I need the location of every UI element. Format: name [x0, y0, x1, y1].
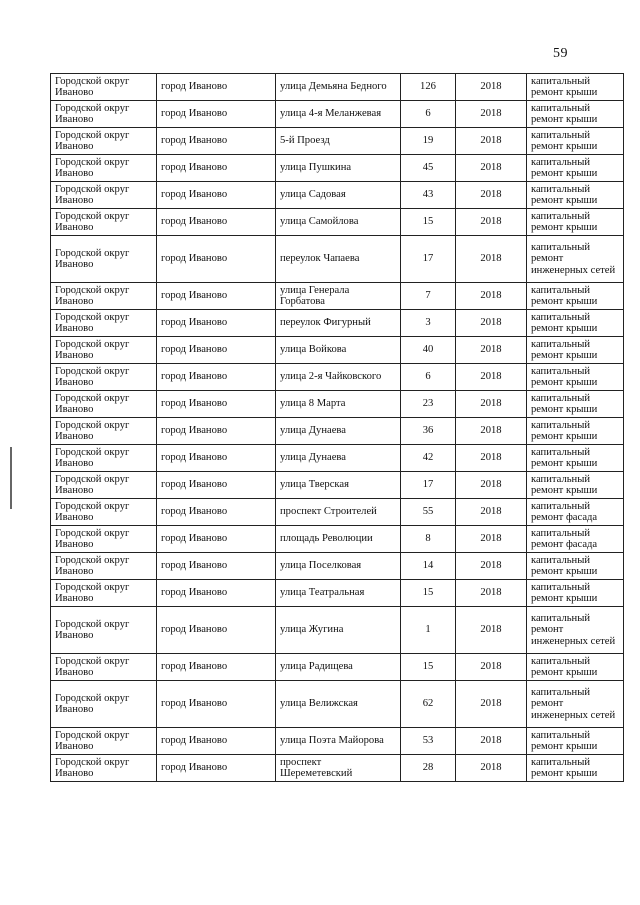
- street-cell: 5-й Проезд: [276, 128, 401, 155]
- street-cell: улица Тверская: [276, 472, 401, 499]
- work-type-cell: капитальный ремонт инженерных сетей: [527, 236, 624, 283]
- street-cell: улица 2-я Чайковского: [276, 364, 401, 391]
- street-cell: переулок Чапаева: [276, 236, 401, 283]
- house-number-cell: 6: [401, 364, 456, 391]
- table-body: [51, 74, 624, 782]
- work-type-cell: капитальный ремонт крыши: [527, 283, 624, 310]
- table-row: [51, 755, 624, 782]
- house-number-cell: 42: [401, 445, 456, 472]
- district-cell: Городской округ Иваново: [51, 283, 157, 310]
- street-cell: улица Дунаева: [276, 445, 401, 472]
- table-row: [51, 209, 624, 236]
- city-cell: город Иваново: [157, 155, 276, 182]
- city-cell: город Иваново: [157, 654, 276, 681]
- district-cell: Городской округ Иваново: [51, 580, 157, 607]
- district-cell: Городской округ Иваново: [51, 74, 157, 101]
- street-cell: улица Поэта Майорова: [276, 728, 401, 755]
- year-cell: 2018: [456, 182, 527, 209]
- table-row: [51, 101, 624, 128]
- city-cell: город Иваново: [157, 101, 276, 128]
- street-cell: улица Велижская: [276, 681, 401, 728]
- year-cell: 2018: [456, 472, 527, 499]
- work-type-cell: капитальный ремонт крыши: [527, 445, 624, 472]
- city-cell: город Иваново: [157, 182, 276, 209]
- house-number-cell: 7: [401, 283, 456, 310]
- table-row: [51, 310, 624, 337]
- year-cell: 2018: [456, 681, 527, 728]
- city-cell: город Иваново: [157, 681, 276, 728]
- work-type-cell: капитальный ремонт крыши: [527, 580, 624, 607]
- table-row: [51, 681, 624, 728]
- year-cell: 2018: [456, 755, 527, 782]
- street-cell: улица Генерала Горбатова: [276, 283, 401, 310]
- house-number-cell: 55: [401, 499, 456, 526]
- work-type-cell: капитальный ремонт крыши: [527, 128, 624, 155]
- year-cell: 2018: [456, 337, 527, 364]
- district-cell: Городской округ Иваново: [51, 607, 157, 654]
- house-number-cell: 43: [401, 182, 456, 209]
- year-cell: 2018: [456, 310, 527, 337]
- year-cell: 2018: [456, 74, 527, 101]
- year-cell: 2018: [456, 364, 527, 391]
- table-row: [51, 728, 624, 755]
- street-cell: переулок Фигурный: [276, 310, 401, 337]
- district-cell: Городской округ Иваново: [51, 236, 157, 283]
- work-type-cell: капитальный ремонт крыши: [527, 728, 624, 755]
- house-number-cell: 6: [401, 101, 456, 128]
- work-type-cell: капитальный ремонт крыши: [527, 337, 624, 364]
- house-number-cell: 14: [401, 553, 456, 580]
- repair-schedule-table: [50, 73, 624, 782]
- street-cell: проспект Строителей: [276, 499, 401, 526]
- work-type-cell: капитальный ремонт крыши: [527, 755, 624, 782]
- work-type-cell: капитальный ремонт инженерных сетей: [527, 681, 624, 728]
- street-cell: улица Пушкина: [276, 155, 401, 182]
- district-cell: Городской округ Иваново: [51, 553, 157, 580]
- work-type-cell: капитальный ремонт крыши: [527, 364, 624, 391]
- house-number-cell: 8: [401, 526, 456, 553]
- district-cell: Городской округ Иваново: [51, 681, 157, 728]
- street-cell: улица Самойлова: [276, 209, 401, 236]
- street-cell: улица Театральная: [276, 580, 401, 607]
- table-row: [51, 337, 624, 364]
- year-cell: 2018: [456, 553, 527, 580]
- table-row: [51, 607, 624, 654]
- district-cell: Городской округ Иваново: [51, 418, 157, 445]
- year-cell: 2018: [456, 236, 527, 283]
- house-number-cell: 40: [401, 337, 456, 364]
- work-type-cell: капитальный ремонт фасада: [527, 526, 624, 553]
- work-type-cell: капитальный ремонт крыши: [527, 155, 624, 182]
- district-cell: Городской округ Иваново: [51, 755, 157, 782]
- work-type-cell: капитальный ремонт крыши: [527, 472, 624, 499]
- district-cell: Городской округ Иваново: [51, 155, 157, 182]
- district-cell: Городской округ Иваново: [51, 499, 157, 526]
- table-row: [51, 182, 624, 209]
- street-cell: площадь Революции: [276, 526, 401, 553]
- house-number-cell: 15: [401, 654, 456, 681]
- house-number-cell: 28: [401, 755, 456, 782]
- table-row: [51, 580, 624, 607]
- city-cell: город Иваново: [157, 418, 276, 445]
- table-row: [51, 364, 624, 391]
- table-row: [51, 445, 624, 472]
- district-cell: Городской округ Иваново: [51, 654, 157, 681]
- work-type-cell: капитальный ремонт крыши: [527, 74, 624, 101]
- street-cell: улица Дунаева: [276, 418, 401, 445]
- city-cell: город Иваново: [157, 391, 276, 418]
- work-type-cell: капитальный ремонт крыши: [527, 101, 624, 128]
- work-type-cell: капитальный ремонт крыши: [527, 391, 624, 418]
- street-cell: улица Садовая: [276, 182, 401, 209]
- year-cell: 2018: [456, 155, 527, 182]
- house-number-cell: 3: [401, 310, 456, 337]
- work-type-cell: капитальный ремонт крыши: [527, 418, 624, 445]
- work-type-cell: капитальный ремонт инженерных сетей: [527, 607, 624, 654]
- city-cell: город Иваново: [157, 310, 276, 337]
- table-row: [51, 283, 624, 310]
- district-cell: Городской округ Иваново: [51, 526, 157, 553]
- city-cell: город Иваново: [157, 755, 276, 782]
- table-row: [51, 128, 624, 155]
- year-cell: 2018: [456, 283, 527, 310]
- year-cell: 2018: [456, 418, 527, 445]
- work-type-cell: капитальный ремонт фасада: [527, 499, 624, 526]
- district-cell: Городской округ Иваново: [51, 445, 157, 472]
- house-number-cell: 126: [401, 74, 456, 101]
- district-cell: Городской округ Иваново: [51, 101, 157, 128]
- city-cell: город Иваново: [157, 364, 276, 391]
- table-row: [51, 499, 624, 526]
- district-cell: Городской округ Иваново: [51, 337, 157, 364]
- work-type-cell: капитальный ремонт крыши: [527, 182, 624, 209]
- year-cell: 2018: [456, 607, 527, 654]
- table-row: [51, 74, 624, 101]
- house-number-cell: 17: [401, 236, 456, 283]
- district-cell: Городской округ Иваново: [51, 310, 157, 337]
- district-cell: Городской округ Иваново: [51, 472, 157, 499]
- street-cell: улица Поселковая: [276, 553, 401, 580]
- table-row: [51, 155, 624, 182]
- district-cell: Городской округ Иваново: [51, 182, 157, 209]
- house-number-cell: 15: [401, 580, 456, 607]
- table-row: [51, 654, 624, 681]
- table-row: [51, 472, 624, 499]
- city-cell: город Иваново: [157, 74, 276, 101]
- city-cell: город Иваново: [157, 728, 276, 755]
- street-cell: улица 4-я Меланжевая: [276, 101, 401, 128]
- year-cell: 2018: [456, 391, 527, 418]
- year-cell: 2018: [456, 580, 527, 607]
- city-cell: город Иваново: [157, 283, 276, 310]
- city-cell: город Иваново: [157, 499, 276, 526]
- house-number-cell: 36: [401, 418, 456, 445]
- table-row: [51, 236, 624, 283]
- district-cell: Городской округ Иваново: [51, 391, 157, 418]
- district-cell: Городской округ Иваново: [51, 364, 157, 391]
- house-number-cell: 45: [401, 155, 456, 182]
- district-cell: Городской округ Иваново: [51, 128, 157, 155]
- year-cell: 2018: [456, 499, 527, 526]
- work-type-cell: капитальный ремонт крыши: [527, 209, 624, 236]
- work-type-cell: капитальный ремонт крыши: [527, 654, 624, 681]
- year-cell: 2018: [456, 526, 527, 553]
- city-cell: город Иваново: [157, 472, 276, 499]
- street-cell: улица Жугина: [276, 607, 401, 654]
- city-cell: город Иваново: [157, 236, 276, 283]
- street-cell: улица Демьяна Бедного: [276, 74, 401, 101]
- city-cell: город Иваново: [157, 209, 276, 236]
- house-number-cell: 19: [401, 128, 456, 155]
- table-row: [51, 526, 624, 553]
- table-row: [51, 553, 624, 580]
- city-cell: город Иваново: [157, 607, 276, 654]
- city-cell: город Иваново: [157, 337, 276, 364]
- year-cell: 2018: [456, 209, 527, 236]
- house-number-cell: 23: [401, 391, 456, 418]
- year-cell: 2018: [456, 654, 527, 681]
- year-cell: 2018: [456, 445, 527, 472]
- year-cell: 2018: [456, 101, 527, 128]
- work-type-cell: капитальный ремонт крыши: [527, 310, 624, 337]
- street-cell: улица 8 Марта: [276, 391, 401, 418]
- margin-scan-mark: [10, 447, 12, 509]
- page-number: 59: [553, 46, 568, 61]
- city-cell: город Иваново: [157, 128, 276, 155]
- city-cell: город Иваново: [157, 526, 276, 553]
- street-cell: улица Войкова: [276, 337, 401, 364]
- house-number-cell: 62: [401, 681, 456, 728]
- work-type-cell: капитальный ремонт крыши: [527, 553, 624, 580]
- city-cell: город Иваново: [157, 580, 276, 607]
- city-cell: город Иваново: [157, 553, 276, 580]
- year-cell: 2018: [456, 728, 527, 755]
- house-number-cell: 17: [401, 472, 456, 499]
- city-cell: город Иваново: [157, 445, 276, 472]
- street-cell: проспект Шереметевский: [276, 755, 401, 782]
- table-row: [51, 391, 624, 418]
- table-row: [51, 418, 624, 445]
- district-cell: Городской округ Иваново: [51, 728, 157, 755]
- house-number-cell: 1: [401, 607, 456, 654]
- house-number-cell: 53: [401, 728, 456, 755]
- year-cell: 2018: [456, 128, 527, 155]
- house-number-cell: 15: [401, 209, 456, 236]
- district-cell: Городской округ Иваново: [51, 209, 157, 236]
- street-cell: улица Радищева: [276, 654, 401, 681]
